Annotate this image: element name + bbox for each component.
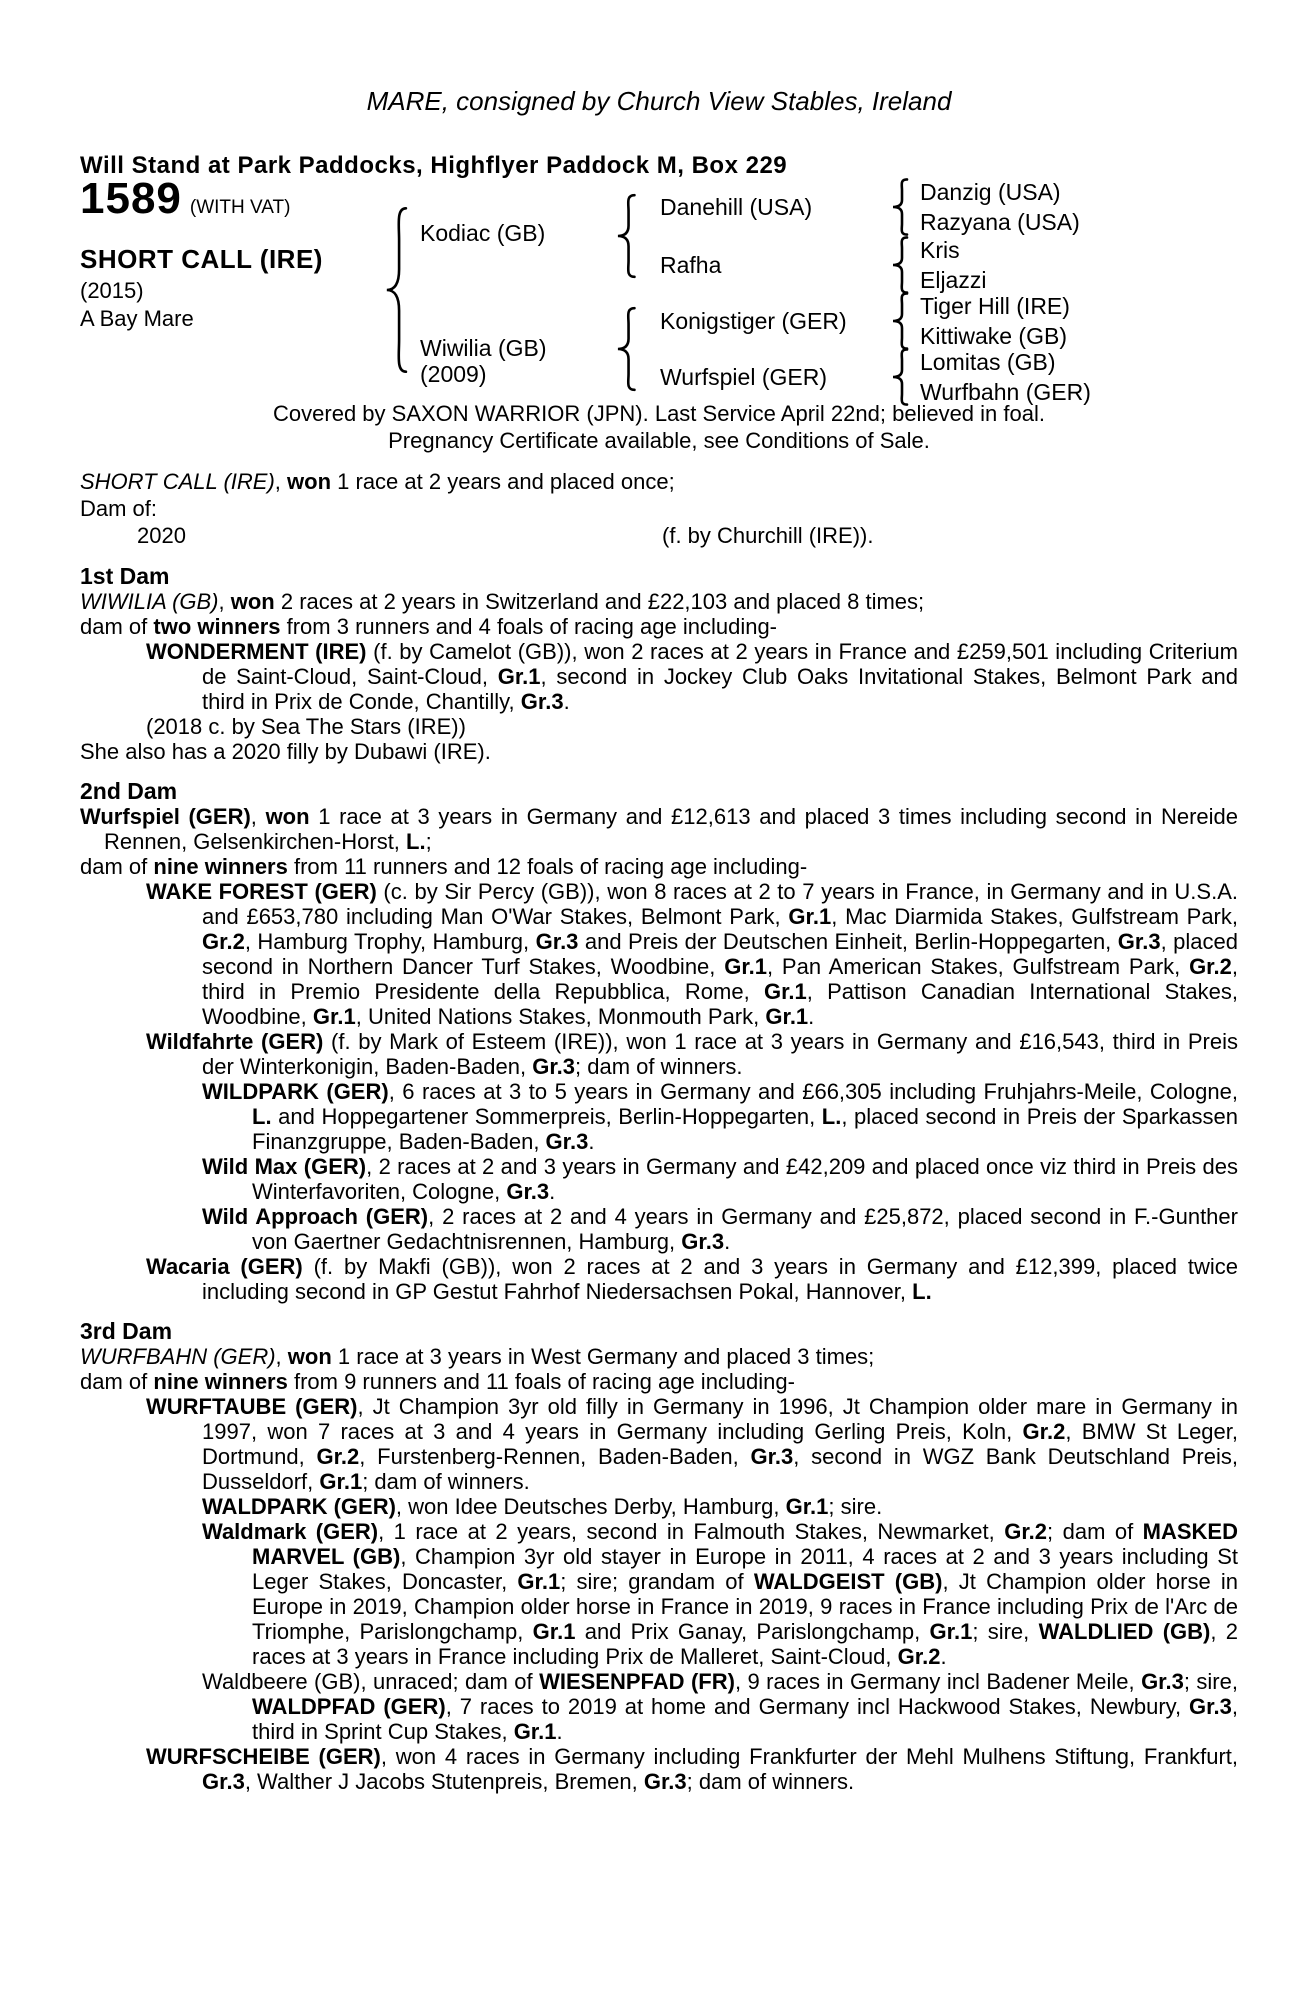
vat-note: (WITH VAT)	[189, 197, 291, 218]
text-segment: ,	[218, 589, 231, 614]
text-segment: WURFTAUBE (GER)	[146, 1394, 358, 1419]
brace-icon	[612, 193, 638, 279]
text-segment: Gr.3	[1117, 929, 1161, 954]
text-segment: , 1 race at 2 years, second in Falmouth Stakes, Newmarket,	[378, 1519, 1005, 1544]
text-segment: , Walther J Jacobs Stutenpreis, Bremen,	[244, 1769, 644, 1794]
text-segment: Gr.1	[319, 1469, 363, 1494]
pedigree-paragraph	[80, 1669, 1238, 1744]
text-segment: Gr.3	[1141, 1669, 1184, 1694]
text-segment: , 9 races in Germany incl Badener Meile,	[734, 1669, 1142, 1694]
text-segment: (c. by Sir Percy (GB)), won 8 races at 2 to 7 years in France, in Germany and in U.S.A. and £653,780 including Man O'War Stakes, Belmont Park,	[202, 879, 1238, 929]
text-segment: Gr.1	[929, 1619, 973, 1644]
text-segment: two winners	[153, 614, 281, 639]
text-segment: from 11 runners and 12 foals of racing age including-	[287, 854, 808, 879]
brace-icon	[888, 236, 910, 294]
text-segment: , 2 races at 2 and 3 years in Germany and £42,209 and placed once viz third in Preis des Winterfavoriten, Cologne,	[252, 1154, 1238, 1204]
text-segment: , second in WGZ Bank Deutschland Preis, Dusseldorf,	[202, 1444, 1238, 1494]
text-segment: Gr.3	[532, 1054, 576, 1079]
text-segment: ; sire,	[1183, 1669, 1238, 1694]
pedigree-dam-dam-dam: Wurfbahn (GER)	[920, 379, 1091, 405]
text-segment: WURFBAHN (GER)	[80, 1344, 276, 1369]
text-segment: ; dam of	[1047, 1519, 1143, 1544]
text-segment: , third in Premio Presidente della Repubblica, Rome,	[202, 954, 1238, 1004]
text-segment: ,	[274, 469, 288, 494]
covered-line-2: Pregnancy Certificate available, see Conditions of Sale.	[388, 428, 930, 453]
text-segment: Wild Approach (GER)	[202, 1204, 429, 1229]
text-segment: Gr.1	[517, 1569, 561, 1594]
dam-section-heading: 1st Dam	[80, 563, 170, 589]
text-segment: , BMW St Leger, Dortmund,	[202, 1419, 1238, 1469]
text-segment: won	[265, 804, 310, 829]
brace-icon	[888, 178, 910, 236]
pedigree-paragraph	[80, 589, 1238, 614]
text-segment: Wild Max (GER)	[202, 1154, 367, 1179]
consignor-line: MARE, consigned by Church View Stables, Ireland	[366, 86, 952, 116]
foaling-year: (2015)	[80, 278, 144, 303]
text-segment: .	[808, 1004, 815, 1029]
text-segment: Gr.1	[763, 979, 807, 1004]
text-segment: Gr.1	[497, 664, 541, 689]
text-segment: , Furstenberg-Rennen, Baden-Baden,	[359, 1444, 751, 1469]
text-segment: (f. by Camelot (GB)), won 2 races at 2 years in France and £259,501 including Criterium de Saint-Cloud, Saint-Cloud,	[202, 639, 1238, 689]
text-segment: Gr.3	[643, 1769, 687, 1794]
pedigree-dam-sire: Konigstiger (GER)	[660, 308, 847, 334]
text-segment: WONDERMENT (IRE)	[146, 639, 367, 664]
text-segment: Gr.1	[513, 1719, 557, 1744]
text-segment: ,	[250, 804, 266, 829]
pedigree-paragraph	[80, 614, 1238, 639]
pedigree-sire-sire-sire: Danzig (USA)	[920, 179, 1061, 205]
pedigree-paragraph	[80, 804, 1238, 854]
text-segment: Gr.1	[312, 1004, 356, 1029]
text-segment: WALDPFAD (GER)	[252, 1694, 446, 1719]
text-segment: , 2 races at 2 and 4 years in Germany and £25,872, placed second in F.-Gunther von Gaertner Gedachtnisrennen, Hamburg,	[252, 1204, 1238, 1254]
text-segment: ; dam of winners.	[575, 1054, 743, 1079]
pedigree-dam-sire-dam: Kittiwake (GB)	[920, 323, 1067, 349]
text-segment: from 9 runners and 11 foals of racing age including-	[287, 1369, 795, 1394]
text-segment: MASKED MARVEL (GB)	[252, 1519, 1238, 1569]
text-segment: WURFSCHEIBE (GER)	[146, 1744, 381, 1769]
text-segment: nine winners	[153, 1369, 288, 1394]
text-segment: Waldbeere (GB), unraced; dam of	[202, 1669, 540, 1694]
text-segment: ,	[275, 1344, 288, 1369]
text-segment: WALDLIED (GB)	[1038, 1619, 1211, 1644]
pedigree-paragraph	[80, 1744, 1238, 1794]
produce-records	[80, 522, 1238, 549]
text-segment: , United Nations Stakes, Monmouth Park,	[355, 1004, 766, 1029]
pedigree-paragraph	[80, 1029, 1238, 1079]
text-segment: .	[549, 1179, 556, 1204]
text-segment: and Hoppegartener Sommerpreis, Berlin-Hoppegarten,	[271, 1104, 822, 1129]
pedigree-dam-year: (2009)	[420, 361, 487, 387]
pedigree-paragraph	[80, 1519, 1238, 1669]
text-segment: Gr.3	[535, 929, 579, 954]
pedigree-sire: Kodiac (GB)	[420, 220, 546, 246]
text-segment: and Prix Ganay, Parislongchamp,	[575, 1619, 930, 1644]
pedigree-paragraph	[80, 714, 1238, 739]
text-segment: Gr.2	[1004, 1519, 1048, 1544]
colour-description: A Bay Mare	[80, 306, 194, 331]
pedigree-paragraph	[80, 1394, 1238, 1494]
text-segment: ; dam of winners.	[686, 1769, 855, 1794]
text-segment: 1 race at 3 years in West Germany and placed 3 times;	[331, 1344, 875, 1369]
text-segment: Waldmark (GER)	[202, 1519, 379, 1544]
text-segment: Gr.2	[897, 1644, 941, 1669]
text-segment: Gr.2	[1189, 954, 1232, 979]
text-segment: Gr.1	[765, 1004, 809, 1029]
text-segment: .	[724, 1229, 731, 1254]
text-segment: , third in Sprint Cup Stakes,	[252, 1694, 1238, 1744]
dam-section-heading: 3rd Dam	[80, 1318, 173, 1344]
produce-desc: (f. by Churchill (IRE)).	[662, 523, 874, 548]
text-segment: , won Idee Deutsches Derby, Hamburg,	[395, 1494, 786, 1519]
pedigree-sire-sire: Danehill (USA)	[660, 194, 813, 220]
text-segment: L.	[821, 1104, 842, 1129]
text-segment: Gr.1	[724, 954, 768, 979]
text-segment: L.	[406, 829, 426, 854]
text-segment: dam of	[80, 1369, 154, 1394]
pedigree-sire-dam-dam: Eljazzi	[920, 267, 987, 293]
text-segment: WIESENPFAD (FR)	[539, 1669, 735, 1694]
pedigree-sire-dam-sire: Kris	[920, 237, 960, 263]
text-segment: , 2 races at 3 years in France including Prix de Malleret, Saint-Cloud,	[252, 1619, 1238, 1669]
text-segment: , won 4 races in Germany including Frankfurter der Mehl Mulhens Stiftung, Frankfurt,	[380, 1744, 1239, 1769]
text-segment: ; sire,	[972, 1619, 1039, 1644]
pedigree-dam-dam: Wurfspiel (GER)	[660, 364, 827, 390]
text-segment: Gr.3	[506, 1179, 550, 1204]
text-segment: , 6 races at 3 to 5 years in Germany and £66,305 including Fruhjahrs-Meile, Cologne,	[388, 1079, 1238, 1104]
text-segment: dam of	[80, 854, 154, 879]
pedigree-paragraph	[80, 1079, 1238, 1154]
text-segment: from 3 runners and 4 foals of racing age including-	[280, 614, 778, 639]
pedigree-paragraph	[80, 1369, 1238, 1394]
text-segment: WALDPARK (GER)	[202, 1494, 396, 1519]
text-segment: .	[588, 1129, 595, 1154]
text-segment: WALDGEIST (GB)	[753, 1569, 943, 1594]
pedigree-paragraph	[80, 639, 1238, 714]
text-segment: 1 race at 2 years and placed once;	[331, 469, 675, 494]
text-segment: WIWILIA (GB)	[80, 589, 219, 614]
text-segment: (f. by Mark of Esteem (IRE)), won 1 race at 3 years in Germany and £16,543, third in Preis der Winterkonigin, Baden-Baden,	[202, 1029, 1238, 1079]
text-segment: nine winners	[153, 854, 288, 879]
brace-icon	[888, 348, 910, 406]
text-segment: .	[556, 1719, 563, 1744]
text-segment: Wurfspiel (GER)	[80, 804, 251, 829]
pedigree-dam-dam-sire: Lomitas (GB)	[920, 349, 1056, 375]
text-segment: , Pattison Canadian International Stakes, Woodbine,	[202, 979, 1238, 1029]
pedigree-paragraph	[80, 1254, 1238, 1304]
brace-icon	[612, 306, 638, 392]
produce-record-row	[80, 522, 1238, 549]
text-segment: won	[287, 1344, 332, 1369]
text-segment: (2018 c. by Sea The Stars (IRE))	[146, 714, 466, 739]
pedigree-paragraph	[80, 1344, 1238, 1369]
text-segment: Gr.2	[316, 1444, 360, 1469]
text-segment: , placed second in Northern Dancer Turf Stakes, Woodbine,	[202, 929, 1238, 979]
pedigree-paragraph	[80, 1154, 1238, 1204]
text-segment: 1 race at 3 years in Germany and £12,613 and placed 3 times including second in Nereide Rennen, Gelsenkirchen-Horst,	[104, 804, 1238, 854]
text-segment: , Champion 3yr old stayer in Europe in 2011, 4 races at 2 and 3 years including St Leger Stakes, Doncaster,	[252, 1544, 1238, 1594]
text-segment: Gr.3	[202, 1769, 245, 1794]
text-segment: ;	[425, 829, 432, 854]
text-segment: , placed second in Preis der Sparkassen Finanzgruppe, Baden-Baden,	[252, 1104, 1238, 1154]
brace-icon	[888, 292, 910, 350]
text-segment: WILDPARK (GER)	[202, 1079, 389, 1104]
text-segment: Gr.1	[788, 904, 832, 929]
text-segment: Gr.3	[520, 689, 564, 714]
text-segment: Gr.1	[532, 1619, 576, 1644]
text-segment: L.	[252, 1104, 272, 1129]
text-segment: , Jt Champion 3yr old filly in Germany in 1996, Jt Champion older mare in Germany in 1997, won 7 races at 3 and 4 years in Germany including Gerling Preis, Koln,	[202, 1394, 1239, 1444]
text-segment: , Hamburg Trophy, Hamburg,	[244, 929, 536, 954]
dam-sections	[80, 564, 1238, 1794]
dam-of-label: Dam of:	[80, 496, 158, 521]
text-segment: ; sire.	[828, 1494, 883, 1519]
pedigree-paragraph	[80, 739, 1238, 764]
text-segment: Gr.2	[1022, 1419, 1066, 1444]
lot-number: 1589	[80, 174, 182, 223]
lot-row	[80, 174, 291, 223]
dam-section-heading: 2nd Dam	[80, 778, 178, 804]
pedigree-sire-sire-dam: Razyana (USA)	[920, 209, 1080, 235]
pedigree-paragraph	[80, 1204, 1238, 1254]
stand-location-line: Will Stand at Park Paddocks, Highflyer Paddock M, Box 229	[80, 152, 788, 179]
text-segment: , Mac Diarmida Stakes, Gulfstream Park,	[831, 904, 1238, 929]
pedigree-table	[80, 174, 1238, 405]
text-segment: , Pan American Stakes, Gulfstream Park,	[767, 954, 1190, 979]
text-segment: Gr.3	[545, 1129, 589, 1154]
text-segment: 2 races at 2 years in Switzerland and £22,103 and placed 8 times;	[274, 589, 925, 614]
mare-record-intro	[80, 468, 1238, 495]
horse-name: SHORT CALL (IRE)	[80, 244, 323, 274]
covered-line-1: Covered by SAXON WARRIOR (JPN). Last Service April 22nd; believed in foal.	[273, 401, 1045, 426]
text-segment: .	[940, 1644, 947, 1669]
text-segment: ; sire; grandam of	[560, 1569, 754, 1594]
text-segment: Gr.3	[681, 1229, 725, 1254]
brace-icon	[380, 204, 410, 376]
text-segment: WAKE FOREST (GER)	[146, 879, 377, 904]
text-segment: dam of	[80, 614, 154, 639]
text-segment: L.	[912, 1279, 932, 1304]
text-segment: Wildfahrte (GER)	[146, 1029, 324, 1054]
pedigree-paragraph	[80, 879, 1238, 1029]
text-segment: ; dam of winners.	[362, 1469, 530, 1494]
text-segment: and Preis der Deutschen Einheit, Berlin-Hoppegarten,	[578, 929, 1118, 954]
text-segment: won	[287, 469, 332, 494]
text-segment: won	[230, 589, 275, 614]
produce-year: 2020	[137, 523, 186, 548]
pedigree-dam-sire-sire: Tiger Hill (IRE)	[920, 293, 1070, 319]
text-segment: She also has a 2020 filly by Dubawi (IRE).	[80, 739, 491, 764]
pedigree-paragraph	[80, 1494, 1238, 1519]
text-segment: SHORT CALL (IRE)	[80, 469, 275, 494]
text-segment: Gr.3	[750, 1444, 794, 1469]
text-segment: , Jt Champion older horse in Europe in 2019, Champion older horse in France in 2019, 9 races in France including Prix de l'Arc de Triomphe, Parislongchamp,	[252, 1569, 1238, 1644]
text-segment: Wacaria (GER)	[146, 1254, 303, 1279]
text-segment: , second in Jockey Club Oaks Invitational Stakes, Belmont Park and third in Prix de Conde, Chantilly,	[202, 664, 1239, 714]
text-segment: Gr.2	[202, 929, 245, 954]
pedigree-paragraph	[80, 854, 1238, 879]
text-segment: .	[563, 689, 570, 714]
mare-race-record	[80, 468, 1238, 549]
text-segment: , 7 races to 2019 at home and Germany incl Hackwood Stakes, Newbury,	[445, 1694, 1190, 1719]
pedigree-sire-dam: Rafha	[660, 252, 722, 278]
text-segment: Gr.1	[785, 1494, 829, 1519]
text-segment: Gr.3	[1189, 1694, 1232, 1719]
text-segment: (f. by Makfi (GB)), won 2 races at 2 and 3 years in Germany and £12,399, placed twice including second in GP Gestut Fahrhof Niedersachsen Pokal, Hannover,	[202, 1254, 1238, 1304]
pedigree-dam: Wiwilia (GB)	[420, 335, 547, 361]
